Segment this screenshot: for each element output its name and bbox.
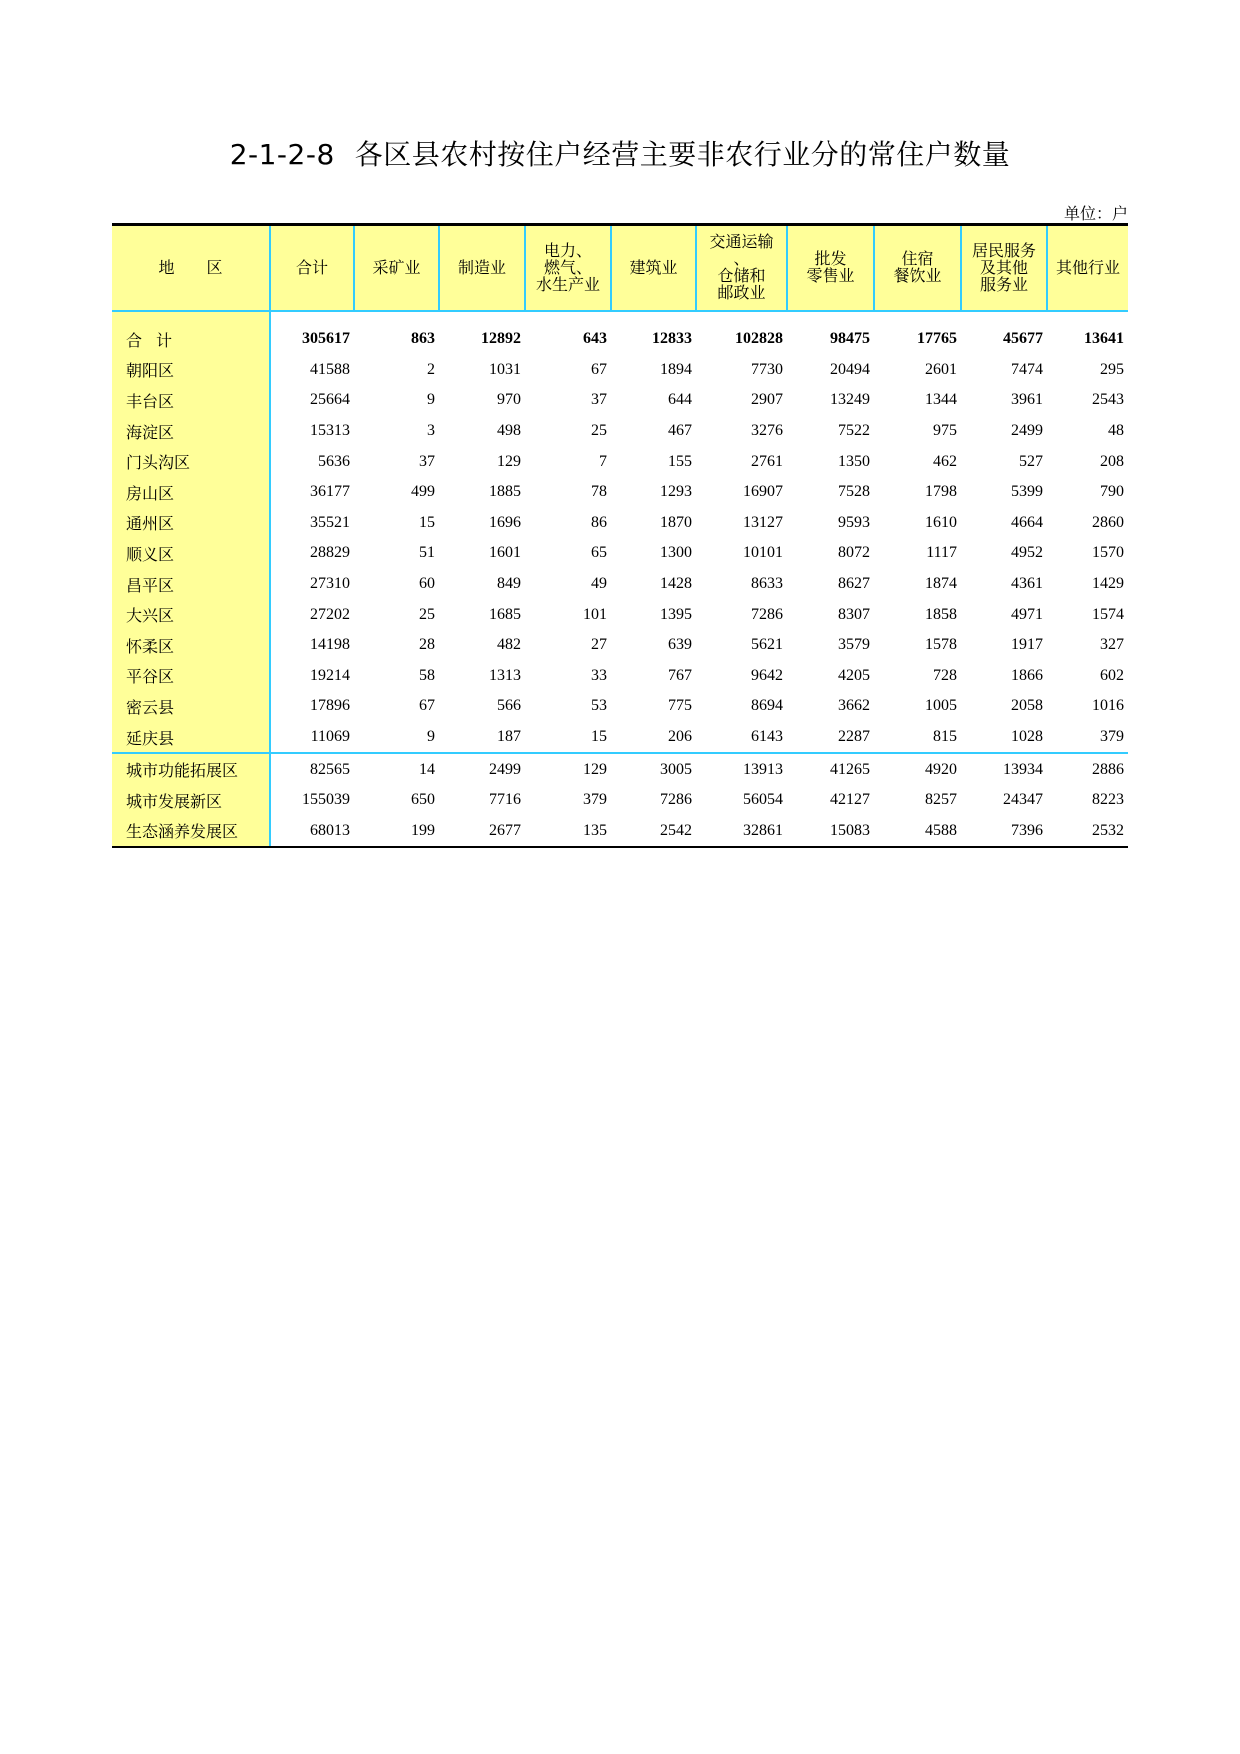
table-row [112, 385, 1128, 416]
value-cell: 13934 [961, 753, 1047, 785]
column-header [787, 225, 874, 312]
column-header [525, 225, 611, 312]
column-header [439, 225, 525, 312]
value-cell: 98475 [830, 330, 870, 348]
column-header-line: 水生产业 [535, 276, 600, 294]
spacer-cell [112, 311, 270, 324]
value-cell: 2886 [1047, 753, 1128, 785]
spacer-row [112, 311, 1128, 324]
region-cell: 朝阳区 [112, 355, 270, 386]
value-cell: 1570 [1092, 544, 1124, 562]
value-cell: 27 [591, 636, 607, 654]
value-cell: 1428 [660, 575, 692, 593]
column-header [961, 225, 1047, 312]
value-cell: 498 [497, 422, 521, 440]
value-cell: 2677 [439, 816, 525, 848]
column-header-line: 地 区 [158, 259, 223, 277]
value-cell: 101 [583, 605, 607, 623]
spacer-cell [961, 311, 1047, 324]
region-cell: 合计 [112, 324, 270, 355]
unit-label: 单位：户 [1063, 206, 1128, 223]
value-cell: 67 [419, 697, 435, 715]
region-cell: 海淀区 [112, 416, 270, 447]
value-cell: 129 [497, 452, 521, 470]
value-cell: 1885 [489, 483, 521, 501]
value-cell: 27310 [310, 575, 350, 593]
table-row [112, 599, 1128, 630]
value-cell: 1578 [925, 636, 957, 654]
column-header-line: 服务业 [979, 276, 1028, 294]
value-cell: 3662 [838, 697, 870, 715]
region-cell: 生态涵养发展区 [112, 816, 270, 848]
value-cell: 15 [419, 513, 435, 531]
value-cell: 25 [419, 605, 435, 623]
value-cell: 849 [497, 575, 521, 593]
table-row [112, 416, 1128, 447]
column-header [696, 225, 787, 312]
value-cell: 1866 [1011, 666, 1043, 684]
region-cell: 怀柔区 [112, 630, 270, 661]
column-header [1047, 225, 1128, 312]
value-cell: 45677 [1003, 330, 1043, 348]
value-cell: 86 [591, 513, 607, 531]
value-cell: 1313 [489, 666, 521, 684]
value-cell: 2499 [1011, 422, 1043, 440]
value-cell: 15 [591, 728, 607, 746]
value-cell: 2542 [611, 816, 696, 848]
value-cell: 67 [591, 360, 607, 378]
value-cell: 1874 [925, 575, 957, 593]
value-cell: 187 [497, 728, 521, 746]
value-cell: 37 [591, 391, 607, 409]
value-cell: 5399 [1011, 483, 1043, 501]
table-row [112, 816, 1128, 848]
value-cell: 775 [668, 697, 692, 715]
value-cell: 135 [525, 816, 611, 848]
value-cell: 208 [1100, 452, 1124, 470]
value-cell: 1117 [926, 544, 957, 562]
value-cell: 4952 [1011, 544, 1043, 562]
value-cell: 3005 [611, 753, 696, 785]
value-cell: 78 [591, 483, 607, 501]
value-cell: 295 [1100, 360, 1124, 378]
value-cell: 28829 [310, 544, 350, 562]
column-header [611, 225, 696, 312]
value-cell: 1028 [1011, 728, 1043, 746]
value-cell: 25 [591, 422, 607, 440]
value-cell: 527 [1019, 452, 1043, 470]
table-row [112, 630, 1128, 661]
header-row [112, 225, 1128, 312]
value-cell: 12892 [481, 330, 521, 348]
value-cell: 28 [419, 636, 435, 654]
value-cell: 1005 [925, 697, 957, 715]
column-header [354, 225, 439, 312]
column-header-line: 燃气、 [543, 259, 592, 277]
value-cell: 17896 [310, 697, 350, 715]
column-header-line: 居民服务 [971, 242, 1036, 260]
table-row [112, 753, 1128, 785]
value-cell: 82565 [270, 753, 354, 785]
region-cell: 通州区 [112, 508, 270, 539]
value-cell: 17765 [917, 330, 957, 348]
value-cell: 305617 [302, 330, 350, 348]
column-header [270, 225, 354, 312]
value-cell: 467 [668, 422, 692, 440]
value-cell: 9 [427, 728, 435, 746]
value-cell: 2499 [439, 753, 525, 785]
value-cell: 24347 [1003, 791, 1043, 809]
spacer-cell [611, 311, 696, 324]
value-cell: 4205 [838, 666, 870, 684]
value-cell: 643 [583, 330, 607, 348]
value-cell: 2601 [925, 360, 957, 378]
column-header-line: 及其他 [979, 259, 1028, 277]
region-cell: 平谷区 [112, 661, 270, 692]
value-cell: 650 [411, 791, 435, 809]
value-cell: 58 [419, 666, 435, 684]
value-cell: 1031 [489, 360, 521, 378]
column-header [874, 225, 961, 312]
value-cell: 7474 [1011, 360, 1043, 378]
table-row [112, 722, 1128, 754]
value-cell: 11069 [310, 728, 350, 746]
column-header-line: 采矿业 [372, 259, 421, 277]
value-cell: 25664 [310, 391, 350, 409]
value-cell: 27202 [310, 605, 350, 623]
value-cell: 975 [933, 422, 957, 440]
column-header-line: 零售业 [806, 268, 855, 285]
spacer-cell [270, 311, 354, 324]
value-cell: 15083 [787, 816, 874, 848]
value-cell: 7 [599, 452, 607, 470]
value-cell: 1016 [1092, 697, 1124, 715]
column-header-line: 合计 [295, 259, 328, 277]
value-cell: 790 [1100, 483, 1124, 501]
value-cell: 767 [668, 666, 692, 684]
value-cell: 4588 [874, 816, 961, 848]
value-cell: 3276 [751, 422, 783, 440]
value-cell: 2 [427, 360, 435, 378]
value-cell: 815 [933, 728, 957, 746]
value-cell: 3961 [1011, 391, 1043, 409]
value-cell: 53 [591, 697, 607, 715]
value-cell: 863 [411, 330, 435, 348]
value-cell: 51 [419, 544, 435, 562]
value-cell: 2058 [1011, 697, 1043, 715]
table-row [112, 661, 1128, 692]
value-cell: 14198 [310, 636, 350, 654]
value-cell: 37 [419, 452, 435, 470]
table-body [112, 311, 1128, 847]
value-cell: 33 [591, 666, 607, 684]
value-cell: 32861 [696, 816, 787, 848]
value-cell: 1350 [838, 452, 870, 470]
table-row [112, 477, 1128, 508]
column-header [112, 225, 270, 312]
value-cell: 20494 [830, 360, 870, 378]
value-cell: 1798 [925, 483, 957, 501]
value-cell: 639 [668, 636, 692, 654]
value-cell: 7396 [961, 816, 1047, 848]
value-cell: 8307 [838, 605, 870, 623]
value-cell: 206 [668, 728, 692, 746]
value-cell: 8072 [838, 544, 870, 562]
column-header-line: 其他行业 [1055, 259, 1120, 277]
spacer-cell [525, 311, 611, 324]
table-code: 2-1-2-8 [229, 138, 335, 171]
table-row [112, 691, 1128, 722]
value-cell: 102828 [735, 330, 783, 348]
value-cell: 48 [1108, 422, 1124, 440]
region-cell: 密云县 [112, 691, 270, 722]
value-cell: 49 [591, 575, 607, 593]
value-cell: 13249 [830, 391, 870, 409]
column-header-line: 、 [733, 251, 750, 268]
region-cell: 城市功能拓展区 [112, 753, 270, 785]
value-cell: 13641 [1084, 330, 1124, 348]
value-cell: 1610 [925, 513, 957, 531]
value-cell: 7528 [838, 483, 870, 501]
value-cell: 13127 [743, 513, 783, 531]
value-cell: 7522 [838, 422, 870, 440]
value-cell: 19214 [310, 666, 350, 684]
statistics-table [112, 223, 1128, 848]
column-header-line: 电力、 [543, 242, 592, 260]
value-cell: 14 [354, 753, 439, 785]
table-row [112, 785, 1128, 816]
column-header-line: 住宿 [901, 251, 934, 268]
value-cell: 8633 [751, 575, 783, 593]
value-cell: 65 [591, 544, 607, 562]
value-cell: 8694 [751, 697, 783, 715]
table-row [112, 446, 1128, 477]
region-cell: 大兴区 [112, 599, 270, 630]
value-cell: 7730 [751, 360, 783, 378]
value-cell: 1685 [489, 605, 521, 623]
value-cell: 728 [933, 666, 957, 684]
value-cell: 4664 [1011, 513, 1043, 531]
region-cell: 门头沟区 [112, 446, 270, 477]
value-cell: 3 [427, 422, 435, 440]
value-cell: 36177 [310, 483, 350, 501]
table-row [112, 324, 1128, 355]
region-cell: 昌平区 [112, 569, 270, 600]
value-cell: 644 [668, 391, 692, 409]
value-cell: 1894 [660, 360, 692, 378]
column-header-line: 建筑业 [629, 259, 678, 277]
value-cell: 1858 [925, 605, 957, 623]
value-cell: 8627 [838, 575, 870, 593]
value-cell: 4920 [874, 753, 961, 785]
value-cell: 4971 [1011, 605, 1043, 623]
value-cell: 1429 [1092, 575, 1124, 593]
value-cell: 1395 [660, 605, 692, 623]
value-cell: 8223 [1092, 791, 1124, 809]
value-cell: 1917 [1011, 636, 1043, 654]
value-cell: 2287 [838, 728, 870, 746]
spacer-cell [874, 311, 961, 324]
table-title [0, 133, 1240, 173]
value-cell: 5636 [318, 452, 350, 470]
value-cell: 10101 [743, 544, 783, 562]
column-header-line: 批发 [814, 251, 847, 268]
table-row [112, 355, 1128, 386]
value-cell: 155039 [302, 791, 350, 809]
value-cell: 1696 [489, 513, 521, 531]
value-cell: 327 [1100, 636, 1124, 654]
value-cell: 1870 [660, 513, 692, 531]
value-cell: 6143 [751, 728, 783, 746]
value-cell: 1601 [489, 544, 521, 562]
value-cell: 9593 [838, 513, 870, 531]
value-cell: 42127 [830, 791, 870, 809]
spacer-cell [696, 311, 787, 324]
column-header-line: 制造业 [457, 259, 506, 277]
value-cell: 7286 [751, 605, 783, 623]
value-cell: 4361 [1011, 575, 1043, 593]
value-cell: 7716 [489, 791, 521, 809]
spacer-cell [1047, 311, 1128, 324]
value-cell: 199 [354, 816, 439, 848]
spacer-cell [787, 311, 874, 324]
value-cell: 41265 [787, 753, 874, 785]
value-cell: 56054 [743, 791, 783, 809]
value-cell: 1344 [925, 391, 957, 409]
value-cell: 129 [525, 753, 611, 785]
region-cell: 丰台区 [112, 385, 270, 416]
value-cell: 35521 [310, 513, 350, 531]
value-cell: 482 [497, 636, 521, 654]
value-cell: 602 [1100, 666, 1124, 684]
column-header-line: 交通运输 [709, 234, 774, 251]
column-header-line: 邮政业 [717, 285, 766, 302]
value-cell: 2860 [1092, 513, 1124, 531]
spacer-cell [354, 311, 439, 324]
region-cell: 房山区 [112, 477, 270, 508]
region-cell: 顺义区 [112, 538, 270, 569]
value-cell: 499 [411, 483, 435, 501]
value-cell: 9 [427, 391, 435, 409]
value-cell: 2907 [751, 391, 783, 409]
value-cell: 379 [583, 791, 607, 809]
value-cell: 8257 [925, 791, 957, 809]
value-cell: 379 [1100, 728, 1124, 746]
value-cell: 12833 [652, 330, 692, 348]
table-row [112, 569, 1128, 600]
value-cell: 1293 [660, 483, 692, 501]
value-cell: 566 [497, 697, 521, 715]
value-cell: 5621 [751, 636, 783, 654]
column-header-line: 餐饮业 [893, 268, 942, 285]
table-row [112, 538, 1128, 569]
value-cell: 970 [497, 391, 521, 409]
value-cell: 9642 [751, 666, 783, 684]
region-cell: 延庆县 [112, 722, 270, 754]
value-cell: 16907 [743, 483, 783, 501]
value-cell: 155 [668, 452, 692, 470]
value-cell: 3579 [838, 636, 870, 654]
table-title-text: 各区县农村按住户经营主要非农行业分的常住户数量 [354, 138, 1011, 171]
value-cell: 15313 [310, 422, 350, 440]
column-header-line: 仓储和 [717, 268, 766, 285]
value-cell: 2532 [1047, 816, 1128, 848]
value-cell: 68013 [270, 816, 354, 848]
value-cell: 13913 [696, 753, 787, 785]
value-cell: 2543 [1092, 391, 1124, 409]
value-cell: 60 [419, 575, 435, 593]
spacer-cell [439, 311, 525, 324]
value-cell: 2761 [751, 452, 783, 470]
region-cell: 城市发展新区 [112, 785, 270, 816]
value-cell: 1574 [1092, 605, 1124, 623]
table-row [112, 508, 1128, 539]
value-cell: 462 [933, 452, 957, 470]
value-cell: 1300 [660, 544, 692, 562]
value-cell: 41588 [310, 360, 350, 378]
value-cell: 7286 [660, 791, 692, 809]
